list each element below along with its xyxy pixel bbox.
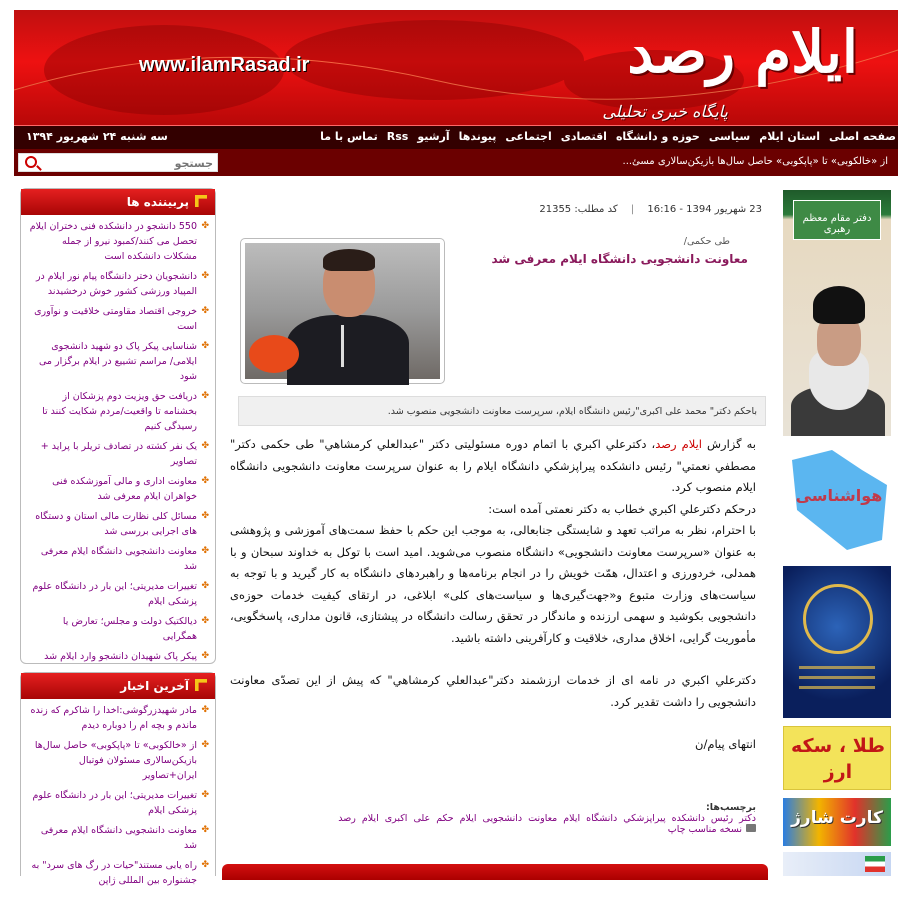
nav-social[interactable]: اجتماعی — [505, 130, 552, 143]
article-tags — [230, 802, 756, 835]
current-date: سه شنبه ۲۴ شهریور ۱۳۹۴ — [26, 130, 168, 143]
article-end-note: انتهای پیام/ن — [695, 737, 756, 751]
list-item[interactable]: ✤ یک نفر کشته در تصادف تریلر با پراید + تصاویر — [27, 439, 209, 469]
article-paragraph: با احترام، نظر به مراتب تعهد و شایستگی جنابعالی، به موجب این حکم با حفظ سمت‌های آموزشی و پژوهشی به عنوان «سرپرست معاونت دانشجویی» دانشگاه منصوب می‌شوید. امید است با توکل به خداوند سبحان و با همدلی، خردورزی و اعتدال، همّت خویش را در انجام برنامه‌ها و راهبردهای دانشگاه به کار گیرید و با توجه به سیاست‌های وزارت متبوع و«جهت‌گیری‌ها و سیاست‌های کلی» ابلاغی، در ارتقای کیفیت خدمات حوزه‌ی دانشجویی بکوشید و سهمی ارزنده و ماندگار در تحقق رسالت دانشگاه در پیشتازی، قانون مداری، پاسخگویی، مأموریت گرایی، اخلاق مداری، خلاقیت و کارآفرینی داشته باشید. — [230, 523, 756, 645]
nav-university[interactable]: حوزه و دانشگاه — [615, 130, 700, 143]
weather-label: هواشناسی — [795, 486, 883, 505]
list-item[interactable]: ✤ دریافت حق ویزیت دوم پزشکان از بخشنامه تا واقعیت/مردم شکایت کنند تا رسیدگی کنیم — [27, 389, 209, 434]
list-item[interactable]: ✤ دانشجویان دختر دانشگاه پیام نور ایلام در المپیاد ورزشی کشور خوش درخشیدند — [27, 269, 209, 299]
nav-ilam-province[interactable]: استان ایلام — [759, 130, 820, 143]
nav-politics[interactable]: سیاسی — [708, 130, 751, 143]
search-icon[interactable] — [25, 156, 37, 168]
article-meta: 23 شهریور 1394 - 16:16 | کد مطلب: 21355 — [539, 204, 762, 215]
list-item[interactable]: ✤ مادر شهیدزرگوشی:اخدا را شاکرم که زنده ماندم و بچه ام را دوباره دیدم — [27, 703, 209, 733]
main-nav — [320, 130, 896, 143]
site-banner[interactable] — [14, 10, 898, 125]
search-input[interactable] — [63, 155, 213, 171]
most-viewed-box — [20, 188, 216, 664]
article-paragraph: دکترعلي اكبري در نامه ای از خدمات ارزشمند دکتر"عبدالعلي كرمشاهي" که پیش از این تصدّی معاونت دانشجویی را داشت تقدیر کرد. — [230, 673, 756, 709]
nav-links[interactable]: پیوندها — [458, 130, 497, 143]
article-body — [230, 434, 756, 756]
iran-flag-icon — [865, 856, 885, 872]
list-item[interactable]: ✤ خروجی اقتصاد مقاومتی خلاقیت و نوآوری است — [27, 304, 209, 334]
article-date: 23 شهریور 1394 - 16:16 — [647, 204, 762, 215]
quran-festival-banner[interactable] — [783, 566, 891, 718]
article-paragraph: به گزارش ایلام رصد، دکترعلي اكبري با اتمام دوره مسئوليتی دکتر "عبدالعلي كرمشاهي" طی حکمی دکتر" مصطفي نعمتي" رئیس دانشکده پیراپزشكي دانشگاه ایلام را به عنوان سرپرست معاونت دانشجویی دانشگاه ایلام منصوب کرد. — [230, 437, 756, 494]
print-link[interactable]: نسخه مناسب چاپ — [230, 824, 756, 835]
list-item[interactable]: ✤ راه یابی مستند"حیات در رگ های سرد" به جشنواره بین المللی ژاپن — [27, 858, 209, 888]
most-viewed-title: پربیننده ها — [126, 195, 189, 209]
corner-arrow-icon — [195, 679, 207, 691]
most-viewed-header — [21, 189, 215, 215]
latest-news-title: آخرین اخبار — [120, 679, 189, 693]
article-title: معاونت دانشجویی دانشگاه ایلام معرفی شد — [491, 252, 748, 266]
article-lead: طی حکمی/ — [683, 236, 730, 247]
list-item[interactable]: ✤ معاونت اداری و مالی آموزشکده فنی خواهران ایلام معرفی شد — [27, 474, 209, 504]
list-item[interactable]: ✤ از «خالکوبی» تا «پاپکوبی» حاصل سال‌ها بازیکن‌سالاری مسئولان فوتبال ایران+تصاویر — [27, 738, 209, 783]
tag-links[interactable]: دکتر رئیس دانشکده پیراپزشكي دانشگاه ایلام معاونت دانشجویی ایلام حکم علی اکبری ایلام رصد — [338, 813, 756, 824]
nav-economy[interactable]: اقتصادی — [560, 130, 607, 143]
list-item[interactable]: ✤ پیکر پاک شهیدان دانشجو وارد ایلام شد — [27, 649, 209, 664]
list-item[interactable]: ✤ تغییرات مدیریتی؛ این بار در دانشگاه علوم پزشکی ایلام — [27, 788, 209, 818]
search-box — [18, 153, 218, 172]
site-url: www.ilamRasad.ir — [139, 54, 310, 76]
main-nav-bar — [14, 125, 898, 149]
list-item[interactable]: ✤ معاونت دانشجویی دانشگاه ایلام معرفی شد — [27, 544, 209, 574]
leader-office-caption: دفتر مقام معظم رهبری — [793, 200, 881, 240]
related-news-header — [222, 864, 768, 880]
nav-home[interactable]: صفحه اصلی — [829, 130, 896, 143]
gold-currency-banner[interactable] — [783, 726, 891, 790]
news-ticker[interactable]: از «خالکوبی» تا «پاپکوبی» حاصل سال‌ها بازیکن‌سالاری مسئ... — [622, 156, 888, 167]
latest-news-list — [21, 699, 215, 899]
list-item[interactable]: ✤ مسائل کلی نظارت مالی استان و دستگاه های اجرایی بررسی شد — [27, 509, 209, 539]
leader-office-banner[interactable] — [783, 190, 891, 436]
list-item[interactable]: ✤ دیالکتیک دولت و مجلس؛ تعارض یا همگرایی — [27, 614, 209, 644]
source-link[interactable]: ایلام رصد — [655, 437, 702, 451]
nav-contact[interactable]: تماس با ما — [320, 130, 378, 143]
printer-icon — [746, 824, 756, 832]
article-paragraph: درحکم دکترعلي اكبري خطاب به دکتر نعمتی آمده است: — [488, 501, 756, 516]
latest-news-header — [21, 673, 215, 699]
nav-rss[interactable]: Rss — [386, 130, 409, 143]
corner-arrow-icon — [195, 195, 207, 207]
tags-label: برچسب‌ها: — [705, 802, 756, 813]
weather-banner[interactable] — [783, 444, 891, 556]
search-bar — [14, 149, 898, 176]
article-code: کد مطلب: 21355 — [539, 204, 618, 215]
list-item[interactable]: ✤ شناسایی پیکر پاک دو شهید دانشجوی ایلامی/ مراسم تشییع در ایلام برگزار می شود — [27, 339, 209, 384]
site-logo: ایلام رصد — [627, 18, 858, 86]
list-item[interactable]: ✤ معاونت دانشجویی دانشگاه ایلام معرفی شد — [27, 823, 209, 853]
bottom-banner[interactable] — [783, 852, 891, 876]
charge-card-label: کارت شارژ — [791, 808, 883, 828]
most-viewed-list — [21, 215, 215, 675]
currency-label: ارز — [823, 761, 853, 783]
list-item[interactable]: ✤ تغییرات مدیریتی؛ این بار در دانشگاه علوم پزشکی ایلام — [27, 579, 209, 609]
latest-news-box — [20, 672, 216, 886]
article-caption: باحکم دکتر" محمد علی اکبری"رئیس دانشگاه ایلام، سرپرست معاونت دانشجویی منصوب شد. — [238, 396, 766, 426]
gold-coin-label: طلا ، سکه — [790, 735, 886, 757]
nav-archive[interactable]: آرشیو — [417, 130, 450, 143]
site-tagline: پایگاه خبری تحلیلی — [602, 102, 728, 121]
charge-card-banner[interactable] — [783, 798, 891, 846]
article-photo — [240, 238, 445, 384]
list-item[interactable]: ✤ 550 دانشجو در دانشکده فنی دختران ایلام تحصل می کنند/کمبود نیرو از جمله مشکلات دانشکده است — [27, 219, 209, 264]
